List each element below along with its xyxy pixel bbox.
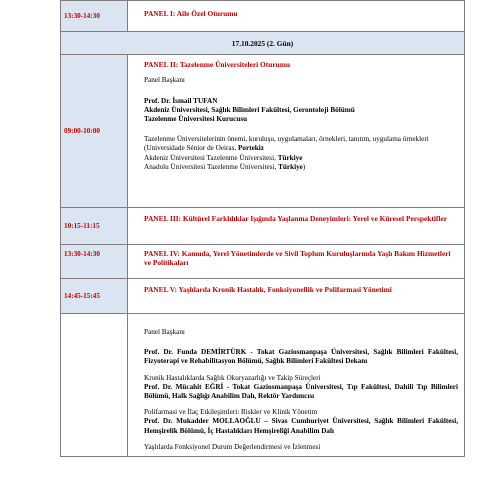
- panel-title: PANEL IV: Kamuda, Yerel Yönetimlerde ve Sivil Toplum Kuruluşlarında Yaşlı Bakım Hizmetleri ve Politikaları: [144, 249, 451, 268]
- session-time: 13:30-14:30: [61, 1, 128, 32]
- chair-name: Prof. Dr. İsmail TUFAN: [144, 96, 218, 105]
- day-row: [61, 32, 465, 55]
- table-row: [61, 279, 465, 314]
- topic-text: Polifarmasi ve İlaç Etkileşimleri: Riskler ve Klinik Yönetim: [144, 408, 318, 417]
- chair-label: Panel Başkanı: [144, 328, 185, 336]
- table-row: [61, 208, 465, 245]
- example-line: [144, 163, 458, 172]
- topic-text: Yaşlılarda Fonksiyonel Durum Değerlendirmesi ve İzlenmesi: [144, 442, 321, 451]
- example-text: Anadolu Üniversitesi Tazelenme Üniversitesi,: [144, 162, 279, 171]
- session-content: [128, 55, 465, 208]
- example-country: Portekiz: [238, 144, 264, 153]
- table-row: [61, 314, 465, 457]
- topic-text: Kronik Hastalıklarda Sağlık Okuryazarlığı ve Takip Süreçleri: [144, 373, 321, 382]
- panel-title: PANEL I: Aile Özel Oturumu: [144, 9, 238, 19]
- session-content: [128, 208, 465, 245]
- example-text: (Universidade Sénior de Oeiras,: [144, 144, 239, 153]
- table-row: [61, 55, 465, 208]
- session-time: 10:15-11:15: [61, 208, 128, 245]
- day-label: 17.10.2025 (2. Gün): [61, 32, 465, 55]
- session-time: 13:30-14:30: [61, 245, 128, 279]
- table-row: [61, 1, 465, 32]
- panel-title: PANEL V: Yaşlılarda Kronik Hastalık, Fonksiyonellik ve Polifarmasi Yönetimi: [144, 285, 392, 294]
- example-country: Türkiye: [278, 162, 303, 171]
- example-close: ): [302, 162, 306, 171]
- table-row: [61, 245, 465, 279]
- schedule-table: [60, 0, 465, 457]
- chair-affiliation: Akdeniz Üniversitesi, Sağlık Bilimleri Fakültesi, Gerontoloji Bölümü: [144, 105, 355, 114]
- session-content: [128, 245, 465, 279]
- session-content: [128, 1, 465, 32]
- panel-title: PANEL III: Kültürel Farklılıklar Işığında Yaşlanma Deneyimleri: Yerel ve Küresel Perspektifler: [144, 214, 447, 223]
- example-text: Akdeniz Üniversitesi Tazelenme Üniversitesi,: [144, 153, 278, 162]
- panel-title: PANEL II: Tazelenme Üniversiteleri Oturumu: [144, 60, 291, 69]
- example-country: Türkiye: [277, 153, 303, 162]
- example-line: [144, 154, 458, 163]
- session-content: [128, 279, 465, 314]
- session-time: 09:00-10:00: [61, 55, 128, 208]
- chair-role: Tazelenme Üniversitesi Kurucusu: [144, 115, 248, 124]
- speaker-name: Prof. Dr. Mukadder MOLLAOĞLU – Sivas Cumhuriyet Üniversitesi, Sağlık Bilimleri Fakültesi, Hemşirelik Bölümü, İç Hastalıkları Hemşireliği Anabilim Dalı: [144, 417, 458, 435]
- chair-name: Prof. Dr. Funda DEMİRTÜRK - Tokat Gaziosmanpaşa Üniversitesi, Sağlık Bilimleri Fakültesi, Fizyoterapi ve Rehabilitasyon Bölümü, Sağlık Bilimleri Fakültesi Dekanı: [144, 348, 458, 366]
- speaker-name: Prof. Dr. Mücahit EĞRİ - Tokat Gaziosmanpaşa Üniversitesi, Tıp Fakültesi, Dahili Tıp Bilimleri Bölümü, Halk Sağlığı Anabilim Dalı, Rektör Yardımcısı: [144, 382, 458, 401]
- schedule-page: [60, 0, 465, 500]
- example-line: [144, 144, 458, 153]
- session-time: 14:45-15:45: [61, 279, 128, 314]
- chair-label: Panel Başkanı: [144, 76, 185, 85]
- session-content: [128, 314, 465, 457]
- session-time-empty: [61, 314, 128, 457]
- topic-text: Tazelenme Üniversitelerinin önemi, kuruluşu, uygulamaları, örnekleri, tanıtım, uygulama örnekleri: [144, 135, 429, 144]
